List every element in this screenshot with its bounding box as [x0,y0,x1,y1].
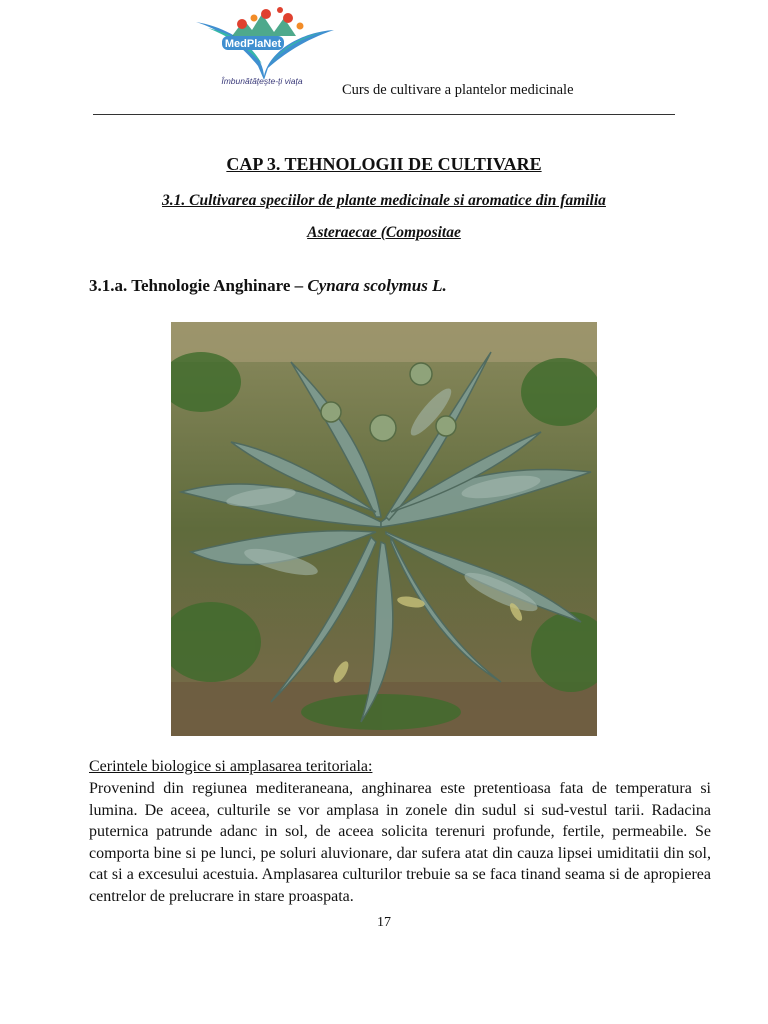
section-title-line1: 3.1. Cultivarea speciilor de plante medicinale si aromatice din familia [162,192,606,209]
subsection-prefix: 3.1.a. Tehnologie Anghinare – [89,276,308,295]
body-paragraph: Provenind din regiunea mediteraneana, anghinarea este pretentioasa fata de temperatura si lumina. De aceea, culturile se vor amplasa in zonele din sudul si sud-vestul tarii. Radacina puternica patrunde adanc in sol, de aceea solicita terenuri profunde, fertile, permeabile. Se comporta bine si pe lunci, pe soluri aluvionare, dar sufera atat din cauza lipsei umiditatii din sol, cat si a excesului acestuia. Amplasarea culturilor trebuie sa se faca tinand seama si de apropierea centrelor de prelucrare in stare proaspata. [89,780,711,905]
page-number: 17 [377,915,391,930]
biological-requirements-heading: Cerintele biologice si amplasarea teritoriala: [89,758,373,775]
logo-tagline: Îmbunătăţeşte-ţi viaţa [221,76,303,86]
subsection-heading [89,276,447,296]
chapter-title: CAP 3. TEHNOLOGII DE CULTIVARE [226,154,542,174]
species-name: Cynara scolymus L. [307,276,447,295]
section-title-line2: Asteraecae (Compositae [307,224,461,241]
medplanet-logo [192,6,338,90]
artichoke-plant-photo [171,322,597,736]
logo-wordmark: MedPlaNet [224,38,282,50]
header-rule [93,114,675,115]
course-title: Curs de cultivare a plantelor medicinale [342,82,574,98]
